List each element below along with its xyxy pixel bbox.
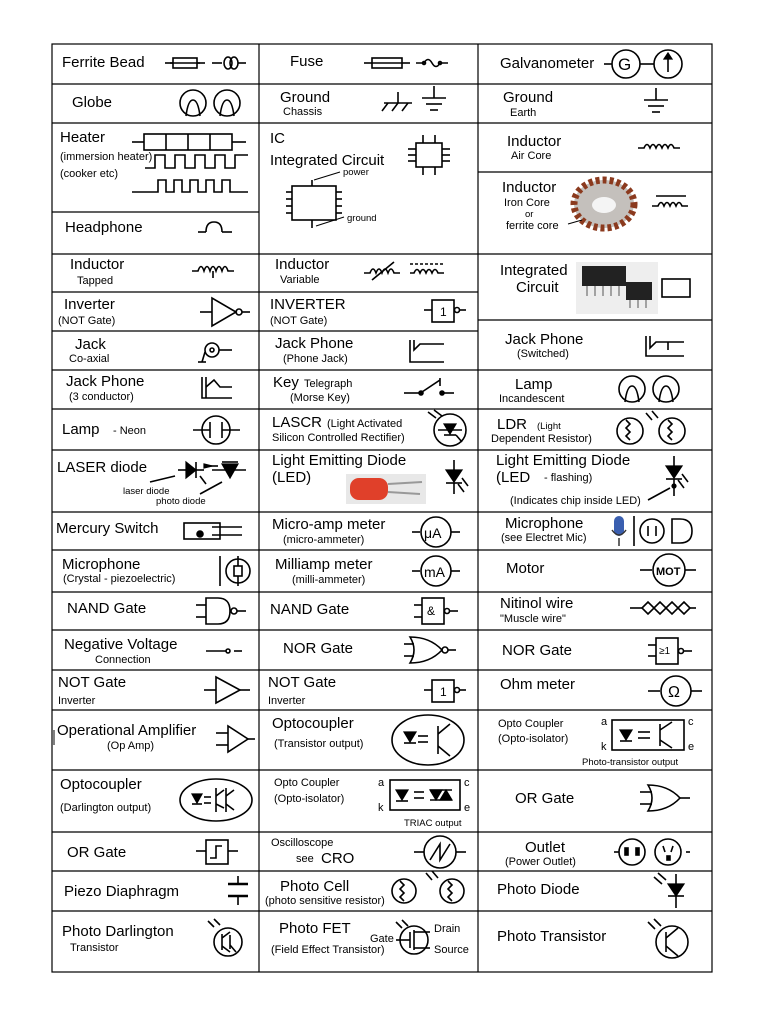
cell-led-flashing [496,452,688,507]
cell-nitinol [500,595,696,625]
label-text: Incandescent [499,393,565,405]
cell-photo-darlington [62,919,242,956]
label-text: Light Emitting Diode [272,452,407,469]
label-text: Operational Amplifier [57,722,197,739]
ldr-icon [617,411,685,444]
cell-mic-crystal [62,556,250,586]
cell-motor [506,554,696,586]
not-gate-box-icon [424,680,466,702]
cell-inverter-2 [270,296,466,327]
led-icon [446,460,468,494]
cell-led [272,452,468,504]
label-text: power [343,167,369,178]
label-text: IC [270,130,285,147]
cell-or-gate-2 [515,785,690,811]
label-text: NOR Gate [283,640,354,657]
label-text: Air Core [511,150,552,162]
headphone-icon [198,222,232,232]
optocoupler-darlington-icon [180,779,252,821]
cell-nand-gate-1 [67,598,246,624]
label-text: (Opto-isolator) [274,793,345,805]
label-text: ferrite core [506,220,559,232]
label-text: ≥1 [659,646,671,657]
label-text: Chassis [283,106,323,118]
cell-lamp-neon [62,416,240,444]
label-text: Oscilloscope [271,837,334,849]
cell-inductor-air [507,133,680,162]
galvanometer-icon [604,50,682,78]
microamp-meter-icon [412,517,460,547]
cell-ic [270,130,450,228]
photo-transistor-icon [648,919,688,958]
label-text: Gate [370,933,394,945]
cell-fuse [290,53,448,70]
milliamp-meter-icon [412,556,460,586]
label-text: (photo sensitive resistor) [265,895,385,907]
cell-ground-earth [503,88,668,119]
label-text: Jack Phone [66,373,145,390]
negative-voltage-icon [206,649,242,653]
label-text: Jack Phone [505,331,584,348]
label-text: Jack Phone [275,335,354,352]
opto-triac-icon [390,780,460,810]
label-text: Opto Coupler [498,718,564,730]
cell-opto-coupler-triac [274,777,470,829]
mercury-switch-icon [184,523,242,539]
label-text: Piezo Diaphragm [64,883,180,900]
label-text: (Light Activated [327,418,403,430]
jack-coaxial-icon [198,343,232,362]
label-text: Inverter [268,695,306,707]
label-text: (NOT Gate) [270,315,328,327]
fuse-icon [364,58,448,68]
label-text: Tapped [77,275,114,287]
lamp-incandescent-icon [619,376,679,402]
cell-jack-3conductor [66,373,232,403]
cell-or-gate-1 [67,840,238,864]
optocoupler-transistor-icon [392,715,464,765]
label-text: Photo Transistor [497,928,607,945]
label-text: a [601,716,608,728]
label-text: INVERTER [270,296,346,313]
cell-op-amp [54,722,255,752]
globe-lamp-icon [180,90,240,116]
neon-lamp-icon [193,416,240,444]
label-title: Ferrite Bead [62,54,145,71]
label-text: (micro-ammeter) [283,534,365,546]
label-text: (Op Amp) [107,740,155,752]
cell-negative-voltage [64,636,242,666]
cell-ferrite-bead [62,54,246,71]
cell-optocoupler-darlington [60,776,252,821]
label-text: Co-axial [69,353,110,365]
cell-lascr [272,410,466,446]
electret-microphone-icon [634,516,692,546]
label-text: (Switched) [517,348,569,360]
label-text: Inductor [507,133,562,150]
label-text: Ohm meter [500,676,576,693]
cell-key-telegraph [273,374,454,404]
label-text: Globe [72,94,113,111]
label-text: 1 [440,685,447,699]
label-text: & [427,604,436,618]
label-text: Microphone [505,515,584,532]
label-text: Microphone [62,556,141,573]
cell-nor-gate-2 [502,638,692,664]
label-text: (Light [537,421,561,432]
led-photo [346,474,426,504]
label-text: NAND Gate [270,601,350,618]
cell-inductor-iron [502,179,688,232]
label-text: (cooker etc) [60,168,119,180]
label-text: Source [434,944,469,956]
label-text: - flashing) [544,472,593,484]
ohm-meter-icon [648,676,702,706]
cell-photo-diode [497,873,684,908]
label-text: NOT Gate [58,674,127,691]
label-text: Mercury Switch [56,520,159,537]
label-text: (LED [496,469,531,486]
label-text: μA [424,525,442,541]
label-text: Headphone [65,219,143,236]
label-text: k [601,741,607,753]
cell-microamp [272,516,460,547]
opto-phototransistor-icon [612,720,684,750]
label-text: Opto Coupler [274,777,340,789]
label-text: (Crystal - piezoelectric) [63,573,176,585]
label-text: (Power Outlet) [505,856,576,868]
nor-gate-box-icon [648,638,692,664]
label-text: OR Gate [515,790,575,807]
cell-milliamp [275,556,460,586]
cell-photo-cell [265,871,464,907]
photo-cell-icon [392,871,464,903]
cell-heater [60,129,248,192]
label-text: "Muscle wire" [500,613,566,625]
inverter-box-icon [424,300,466,322]
label-text: see [296,853,314,865]
cell-galvanometer [500,50,682,78]
label-text: Heater [60,129,106,146]
label-text: k [378,802,384,814]
cell-globe [72,90,240,116]
toroid-photo [568,180,634,228]
label-text: Circuit [516,279,559,296]
label-text: (Indicates chip inside LED) [510,495,641,507]
photo-darlington-icon [208,919,242,956]
label-text: (Transistor output) [274,738,364,750]
label-text: Nitinol wire [500,595,574,612]
label-text: (Opto-isolator) [498,733,569,745]
jack-3c-icon [202,377,232,398]
cell-ldr [491,411,685,445]
photo-diode-icon [654,873,684,908]
photo-fet-icon [396,920,430,954]
label-text: Earth [510,107,537,119]
cell-laser-diode [57,459,246,507]
label-text: (milli-ammeter) [292,574,366,586]
label-text: Connection [95,654,151,666]
inductor-air-core-icon [638,145,680,149]
cell-nor-gate-1 [283,637,456,663]
label-text: LASER diode [57,459,148,476]
label-text: (immersion heater) [60,151,153,163]
cell-jack-coaxial [69,336,232,365]
label-text: Telegraph [304,378,353,390]
cell-outlet [505,839,690,868]
cell-piezo [64,876,248,905]
ic-photo [576,262,658,314]
label-text: Inductor [502,179,557,196]
label-text: (Morse Key) [290,392,350,404]
label-text: Ω [668,684,680,701]
label-text: ground [347,213,377,224]
label-text: e [464,802,471,814]
label-text: NOR Gate [502,642,573,659]
cell-not-gate-2 [268,674,466,707]
or-gate-schmitt-icon [196,840,238,864]
label-text: MOT [656,566,681,578]
cell-lamp-incandescent [499,376,679,405]
label-text: (see Electret Mic) [501,532,587,544]
label-text: Inverter [58,695,96,707]
nand-gate-box-icon [414,598,458,624]
label-text: Micro-amp meter [272,516,386,533]
label-text: Silicon Controlled Rectifier) [272,432,405,444]
nand-gate-icon [196,598,246,624]
cell-jack-switched [505,331,684,360]
label-text: Light Emitting Diode [496,452,631,469]
label-text: Lamp [62,421,100,438]
label-text: Integrated [500,262,568,279]
label-text: Key [273,374,299,391]
cell-inductor-tapped [70,256,234,287]
label-text: c [688,716,694,728]
label-text: (Darlington output) [60,802,152,814]
label-text: Dependent Resistor) [491,433,592,445]
label-text: Transistor [70,942,119,954]
cell-ohm-meter [500,676,702,706]
label-text: Negative Voltage [64,636,178,653]
label-text: e [688,741,695,753]
led-flashing-icon [648,456,688,500]
inductor-variable-icon [364,262,444,280]
label-text: Galvanometer [500,55,595,72]
label-text: Inverter [64,296,115,313]
label-text: a [378,777,385,789]
nitinol-wire-icon [630,602,696,614]
label-text: Fuse [290,53,324,70]
cell-photo-fet [271,920,469,956]
label-text: 1 [440,305,447,319]
ground-earth-icon [644,88,668,112]
label-text: Optocoupler [60,776,142,793]
label-text: Drain [434,923,461,935]
label-text: (Field Effect Transistor) [271,944,385,956]
microphone-photo [612,516,626,546]
label-text: NAND Gate [67,600,147,617]
label-text: Ground [503,89,554,106]
ground-chassis-icon [382,86,446,111]
label-text: Photo-transistor output [582,757,679,768]
label-text: Integrated Circuit [270,152,385,169]
label-text: LDR [497,416,528,433]
cell-oscilloscope [271,836,466,868]
label-text: Variable [280,274,320,286]
label-text: laser diode [123,486,170,497]
motor-icon [640,554,696,586]
label-text: (LED) [272,469,312,486]
label-text: Optocoupler [272,715,354,732]
telegraph-key-icon [404,378,454,395]
jack-phone-icon [410,340,444,362]
label-text: NOT Gate [268,674,337,691]
label-text: (Phone Jack) [283,353,348,365]
cell-headphone [65,219,232,236]
cell-jack-phone [275,335,444,365]
nor-gate-icon [404,637,456,663]
label-text: (NOT Gate) [58,315,116,327]
label-text: - Neon [113,425,147,437]
label-text: Photo Diode [497,881,580,898]
cell-microphone-electret [501,515,692,546]
heater-icon [132,134,248,192]
label-text: G [618,55,632,74]
cell-optocoupler-transistor [272,715,464,765]
cell-inverter [58,296,250,327]
label-text: LASCR [272,414,323,431]
label-text: Outlet [525,839,566,856]
power-outlet-icon [614,839,690,865]
crystal-microphone-icon [220,556,250,586]
cell-ground-chassis [280,86,446,118]
ferrite-bead-icon [165,57,246,69]
label-text: TRIAC output [404,818,462,829]
label-text: OR Gate [67,844,127,861]
not-gate-icon [204,677,250,703]
label-text: Iron Core [504,197,550,209]
label-text: Ground [280,89,331,106]
or-gate-icon [640,785,690,811]
inductor-tapped-icon [192,267,234,279]
ic-outline-icon [662,279,690,297]
lascr-icon [428,410,466,446]
label-text: Milliamp meter [275,556,373,573]
piezo-diaphragm-icon [228,876,248,905]
label-text: photo diode [156,496,206,507]
label-text: CRO [321,850,355,867]
cell-nand-gate-2 [270,598,458,624]
label-text: c [464,777,470,789]
label-text: Motor [506,560,545,577]
inverter-icon [200,298,250,326]
cell-mercury-switch [56,520,242,539]
label-text: (3 conductor) [69,391,134,403]
cell-opto-coupler-phototransistor [498,716,694,768]
cell-inductor-variable [275,256,444,286]
label-text: Inductor [70,256,125,273]
label-text: Photo Cell [280,878,350,895]
jack-switched-icon [646,336,684,356]
label-text: mA [424,564,445,580]
oscilloscope-icon [414,836,466,868]
cell-photo-transistor [497,919,688,958]
label-text: Lamp [515,376,553,393]
label-text: Photo FET [279,920,351,937]
inductor-iron-core-icon [652,196,688,206]
cell-not-gate-1 [58,674,250,707]
label-text: Inductor [275,256,330,273]
cell-ic-2 [500,262,690,314]
label-text: Photo Darlington [62,923,174,940]
label-text: or [525,209,534,220]
label-text: Jack [75,336,106,353]
